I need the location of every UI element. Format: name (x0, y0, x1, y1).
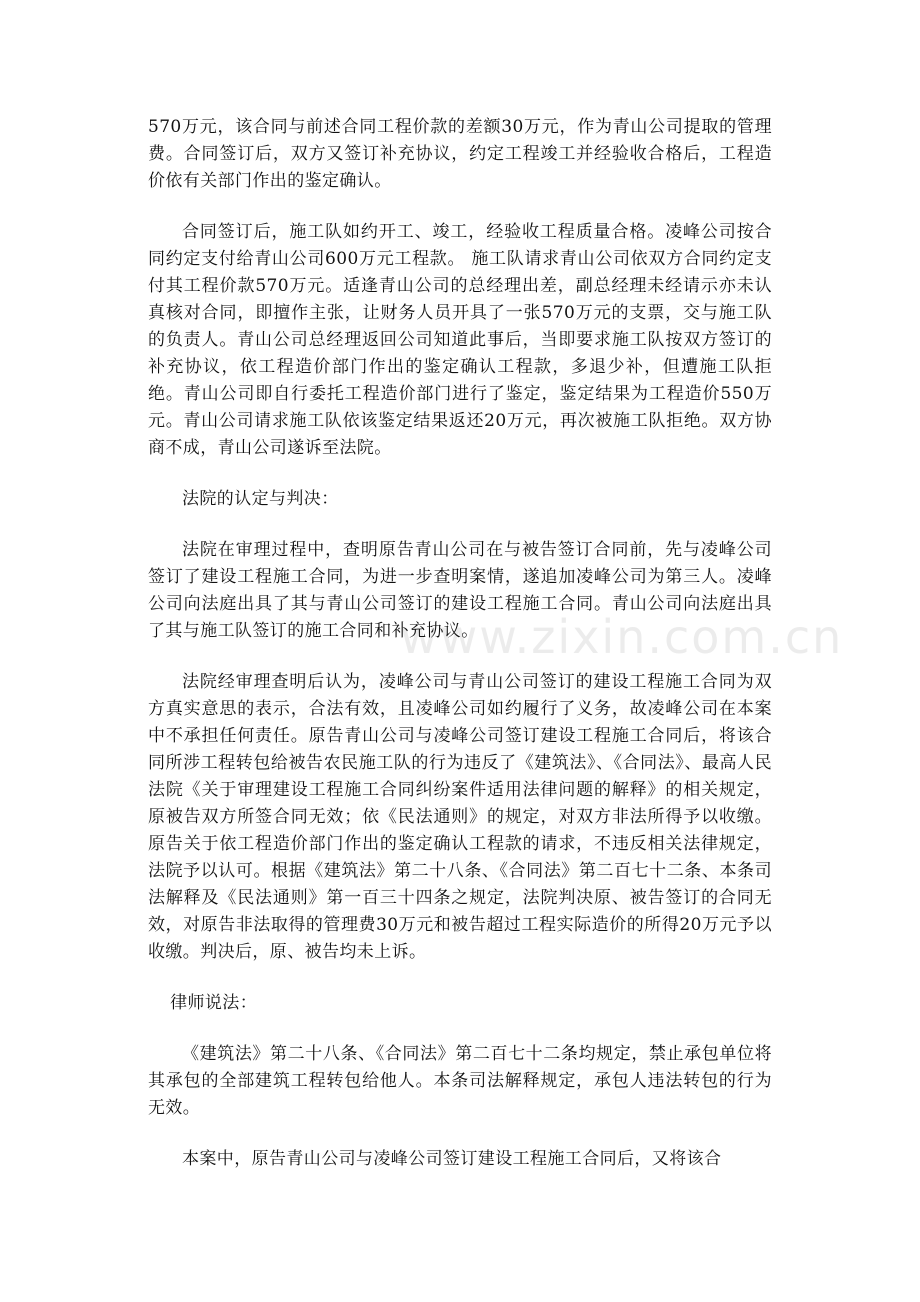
paragraph-case-analysis: 本案中，原告青山公司与凌峰公司签订建设工程施工合同后，又将该合 (182, 1149, 722, 1169)
paragraph-contract-continuation: 570万元，该合同与前述合同工程价款的差额30万元，作为青山公司提取的管理费。合同签订后，双方又签订补充协议，约定工程竣工并经验收合格后，工程造价依有关部门作出的鉴定确认。 (148, 117, 772, 191)
section-heading-court-ruling: 法院的认定与判决： (182, 489, 339, 509)
document-body (148, 114, 772, 1197)
paragraph-case-facts: 合同签订后，施工队如约开工、竣工，经验收工程质量合格。凌峰公司按合同约定支付给青山公司600万元工程款。 施工队请求青山公司依双方合同约定支付其工程价款570万元。适逢青山公司的总经理出差，副总经理未经请示亦未认真核对合同，即擅作主张，让财务人员开具了一张570万元的支票，交与施工队的负责人。青山公司总经理返回公司知道此事后，当即要求施工队按双方签订的补充协议，依工程造价部门作出的鉴定确认工程款，多退少补，但遭施工队拒绝。青山公司即自行委托工程造价部门进行了鉴定，鉴定结果为工程造价550万元。青山公司请求施工队依该鉴定结果返还20万元，再次被施工队拒绝。双方协商不成，青山公司遂诉至法院。 (148, 222, 772, 458)
paragraph-court-investigation: 法院在审理过程中，查明原告青山公司在与被告签订合同前，先与凌峰公司签订了建设工程施工合同，为进一步查明案情，遂追加凌峰公司为第三人。凌峰公司向法庭出具了其与青山公司签订的建设工程施工合同。青山公司向法庭出具了其与施工队签订的施工合同和补充协议。 (148, 540, 772, 641)
section-heading-lawyer-commentary: 律师说法： (170, 993, 258, 1013)
paragraph-legal-provisions: 《建筑法》第二十八条、《合同法》第二百七十二条均规定，禁止承包单位将其承包的全部建筑工程转包给他人。本条司法解释规定，承包人违法转包的行为无效。 (148, 1044, 772, 1118)
watermark: www.zixin.com.cn (400, 610, 844, 664)
paragraph-court-judgment: 法院经审理查明后认为，凌峰公司与青山公司签订的建设工程施工合同为双方真实意思的表示，合法有效，且凌峰公司如约履行了义务，故凌峰公司在本案中不承担任何责任。原告青山公司与凌峰公司签订建设工程施工合同后，将该合同所涉工程转包给被告农民施工队的行为违反了《建筑法》、《合同法》、最高人民法院《关于审理建设工程施工合同纠纷案件适用法律问题的解释》的相关规定，原被告双方所签合同无效；依《民法通则》的规定，对双方非法所得予以收缴。原告关于依工程造价部门作出的鉴定确认工程款的请求，不违反相关法律规定，法院予以认可。根据《建筑法》第二十八条、《合同法》第二百七十二条、本条司法解释及《民法通则》第一百三十四条之规定，法院判决原、被告签订的合同无效，对原告非法取得的管理费30万元和被告超过工程实际造价的所得20万元予以收缴。判决后，原、被告均未上诉。 (148, 672, 772, 962)
